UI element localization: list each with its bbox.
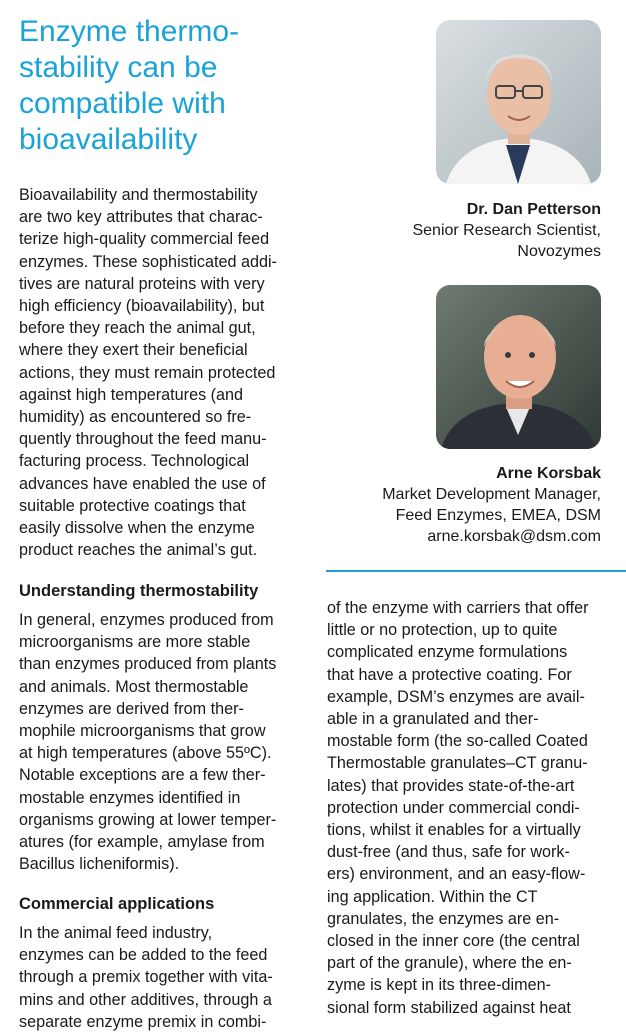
section-body-commercial: In the animal feed industry, enzymes can be added to the feed through a premix together with vita- mins and other additives, through a separate enzyme premix in combi-: [19, 924, 273, 1031]
author-name: Arne Korsbak: [496, 465, 601, 482]
author-org: Novozymes: [517, 243, 601, 260]
author-role: Senior Research Scientist,: [412, 222, 601, 239]
column-divider: [326, 570, 626, 572]
author-role: Market Development Manager,: [382, 486, 601, 503]
section-heading-thermostability: Understanding thermostability: [19, 582, 259, 600]
author-caption-korsbak: [341, 463, 601, 547]
author-org: Feed Enzymes, EMEA, DSM: [395, 507, 601, 524]
author-name: Dr. Dan Petterson: [466, 201, 601, 218]
article-title: Enzyme thermo- stability can be compatible with bioavailability: [19, 15, 240, 156]
section-body-thermostability: In general, enzymes produced from microorganisms are more stable than enzymes produced from plants and animals. Most thermostable enzymes are derived from ther- mophile microorganisms that grow at high temperatures (above 55ºC). Notable exceptions are a few ther- mostable enzymes identified in organisms growing at lower temper- atures (for example, amylase from Bacillus licheniformis).: [19, 611, 277, 874]
author-caption-petterson: [341, 199, 601, 262]
portrait-icon: [436, 20, 601, 184]
right-column-text: of the enzyme with carriers that offer little or no protection, up to quite complicated enzyme formulations that have a protective coating. For example, DSM’s enzymes are avail- able in a granulated and ther- mostable form (the so-called Coated Thermostable granulates–CT granu- lates) that provides state-of-the-art protection under commercial condi- tions, whilst it enables for a virtually dust-free (and thus, safe for work- ers) environment, and an easy-flow- ing application. Within the CT granulates, the enzymes are en- closed in the inner core (the central part of the granule), where the en- zyme is kept in its three-dimen- sional form stabilized against heat: [327, 599, 589, 1017]
author-email[interactable]: arne.korsbak@dsm.com: [427, 528, 601, 545]
author-photo-korsbak: [436, 285, 601, 449]
portrait-icon: [436, 285, 601, 449]
author-photo-petterson: [436, 20, 601, 184]
section-heading-commercial: Commercial applications: [19, 895, 215, 913]
intro-paragraph: Bioavailability and thermostability are two key attributes that charac- terize high-quality commercial feed enzymes. These sophisticated addi- tives are natural proteins with very high efficiency (bioavailability), but before they reach the animal gut, where they exert their beneficial actions, they must remain protected against high temperatures (and humidity) as encountered so fre- quently throughout the feed manu- facturing process. Technological advances have enabled the use of suitable protective coatings that easily dissolve when the enzyme product reaches the animal’s gut.: [19, 186, 277, 560]
